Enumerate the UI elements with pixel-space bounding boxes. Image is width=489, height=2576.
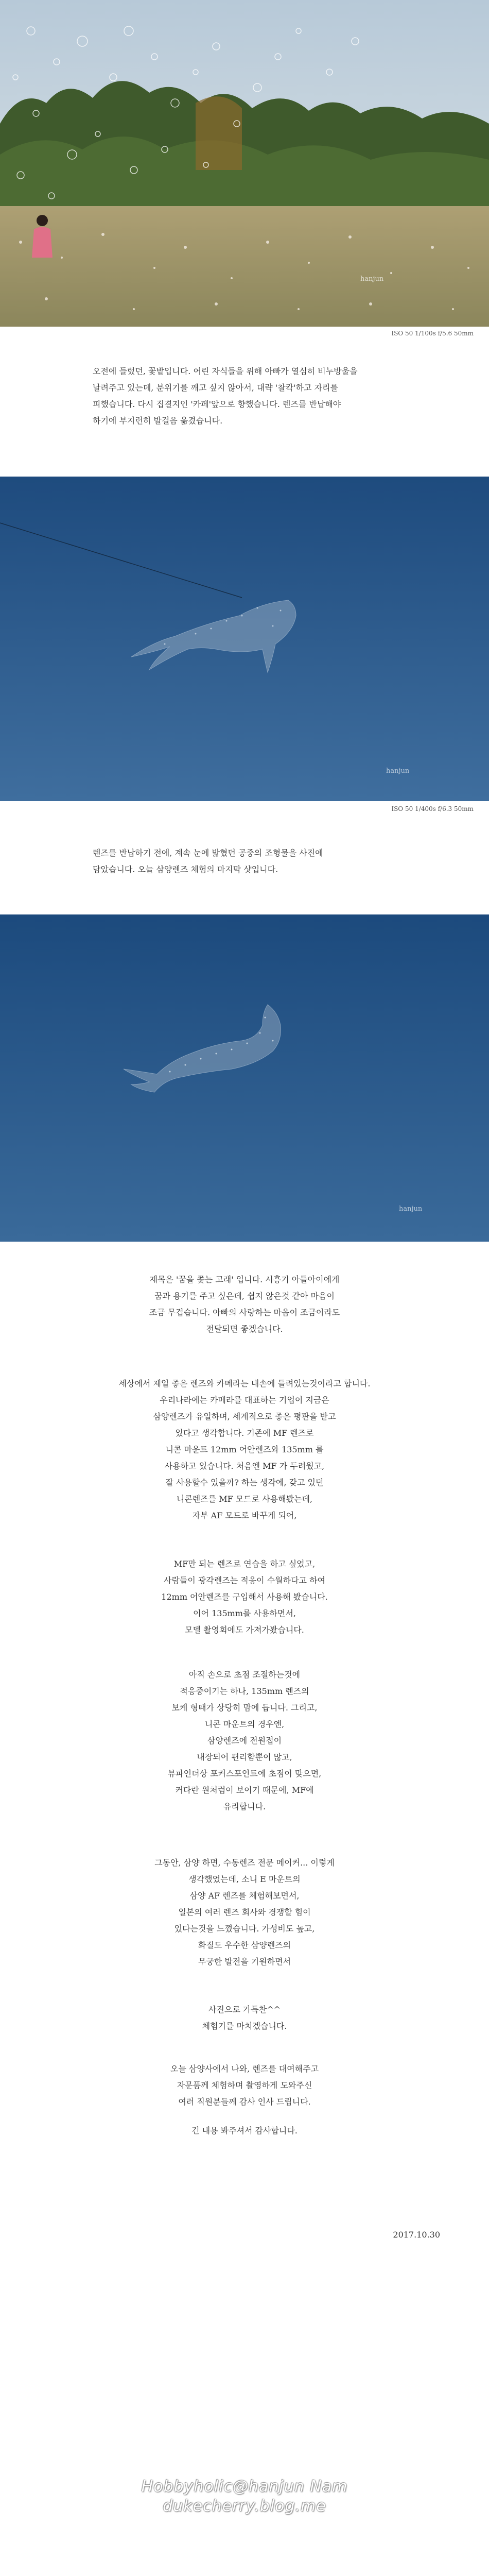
text-line: 자문품께 체험하며 촬영하게 도와주신 <box>177 2080 312 2090</box>
photo-caption: ISO 50 1/400s f/6.3 50mm <box>391 805 474 812</box>
signature-line: Hobbyholic@hanjun Nam <box>141 2478 348 2496</box>
text-line: 커다란 원처럼이 보이기 때문에, MF에 <box>175 1785 314 1795</box>
text-line: 우리나라에는 카메라를 대표하는 기업이 지금은 <box>160 1395 329 1405</box>
text-line: 긴 내용 봐주셔서 감사합니다. <box>191 2126 298 2136</box>
paragraph-final <box>0 2123 489 2139</box>
text-line: MF만 되는 렌즈로 연습을 하고 싶었고, <box>173 1559 316 1569</box>
text-line: 자부 AF 모드로 바꾸게 되어, <box>192 1511 297 1520</box>
text-line: 니콘 마운트 12mm 어안렌즈와 135mm 를 <box>165 1445 324 1454</box>
text-line: 12mm 어안렌즈를 구입해서 사용해 봤습니다. <box>161 1592 328 1602</box>
photo-caption: ISO 50 1/100s f/5.6 50mm <box>391 330 474 337</box>
text-line: 사용하고 있습니다. 처음엔 MF 가 두려웠고, <box>164 1461 325 1471</box>
text-line: 전달되면 좋겠습니다. <box>206 1324 283 1334</box>
text-line: 삼양렌즈가 유일하며, 세계적으로 좋은 평판을 받고 <box>153 1412 336 1421</box>
text-line: 있다고 생각합니다. 기존에 MF 렌즈로 <box>175 1428 314 1438</box>
text-line: 사진으로 가득찬^^ <box>208 2005 281 2014</box>
text-line: 오전에 들렀던, 꽃밭입니다. 어린 자식들을 위해 아빠가 열심히 비누방울을 <box>93 366 358 376</box>
text-line: 여러 직원분들께 감사 인사 드립니다. <box>178 2097 311 2107</box>
text-line: 이어 135mm를 사용하면서, <box>193 1608 296 1618</box>
signature-line: dukecherry.blog.me <box>163 2497 326 2515</box>
text-line: 아직 손으로 초점 조절하는것에 <box>188 1670 301 1680</box>
text-line: 적응중이기는 하나, 135mm 렌즈의 <box>180 1686 309 1696</box>
text-line: 니콘 마운트의 경우엔, <box>204 1719 285 1729</box>
svg-text:hanjun: hanjun <box>399 1205 423 1213</box>
paragraph-title <box>0 1272 489 1337</box>
text-line: 잘 사용할수 있을까? 하는 생각에, 갖고 있던 <box>165 1478 324 1487</box>
text-line: 무궁한 발전을 기원하면서 <box>198 1957 291 1967</box>
post-date: 2017.10.30 <box>393 2230 440 2240</box>
text-line: 오늘 삼양사에서 나와, 렌즈를 대여해주고 <box>170 2064 319 2074</box>
photo-flower-field <box>0 0 489 327</box>
text-line: 렌즈를 반납하기 전에, 계속 눈에 밟혔던 공중의 조형물을 사진에 <box>93 848 323 858</box>
photo-watermark: hanjun <box>386 767 410 775</box>
text-line: 니콘렌즈를 MF 모드로 사용해봤는데, <box>176 1494 313 1504</box>
photo-whale-closeup <box>0 914 489 1242</box>
text-line: 세상에서 제일 좋은 렌즈와 카메라는 내손에 들려있는것이라고 합니다. <box>118 1379 371 1388</box>
text-line: 담았습니다. 오늘 삼양렌즈 체험의 마지막 샷입니다. <box>93 865 278 874</box>
text-line: 꿈과 용기를 주고 싶은데, 쉽지 않은것 같아 마음이 <box>154 1291 335 1301</box>
text-line: 보케 형태가 상당히 맘에 듭니다. 그리고, <box>171 1703 318 1713</box>
text-line: 그동안, 삼양 하면, 수동렌즈 전문 메이커... 이렇게 <box>154 1858 335 1868</box>
paragraph-focus <box>0 1667 489 1815</box>
text-line: 체험기를 마치겠습니다. <box>202 2021 287 2031</box>
text-line: 일본의 여러 렌즈 회사와 경쟁할 힘이 <box>178 1907 311 1917</box>
signature <box>0 2477 489 2516</box>
photo-whale-sky <box>0 477 489 801</box>
paragraph-thanks <box>0 2061 489 2110</box>
text-line: 생각했었는데, 소니 E 마운트의 <box>188 1874 301 1884</box>
text-line: 조금 무겁습니다. 아빠의 사랑하는 마음이 조금이라도 <box>149 1308 340 1317</box>
paragraph-samyang <box>0 1855 489 1970</box>
text-line: 유리합니다. <box>223 1802 266 1811</box>
text-line: 뷰파인더상 포커스포인트에 초점이 맞으면, <box>167 1769 322 1778</box>
text-line: 화질도 우수한 삼양렌즈의 <box>198 1940 291 1950</box>
text-line: 삼양렌즈에 전원접이 <box>207 1736 282 1745</box>
text-line: 내장되어 편리함뿐이 많고, <box>197 1752 292 1762</box>
text-line: 모델 촬영회에도 가져가봤습니다. <box>185 1625 304 1635</box>
text-line: 제목은 '꿈을 쫓는 고래' 입니다. 시흥기 아들아이에게 <box>149 1275 340 1284</box>
text-line: 사람들이 광각렌즈는 적응이 수월하다고 하여 <box>163 1575 325 1585</box>
text-line: 있다는것을 느꼈습니다. 가성비도 높고, <box>174 1924 315 1934</box>
text-line: 날려주고 있는데, 분위기를 깨고 싶지 않아서, 대략 '찰칵'하고 자리를 <box>93 383 338 393</box>
paragraph-mf <box>0 1556 489 1638</box>
paragraph-intro <box>93 363 422 429</box>
svg-text:hanjun: hanjun <box>360 275 384 283</box>
text-line: 삼양 AF 렌즈를 체험해보면서, <box>189 1891 300 1901</box>
paragraph-whale <box>93 845 422 878</box>
paragraph-lens <box>0 1376 489 1524</box>
paragraph-closing <box>0 2002 489 2035</box>
text-line: 하기에 부지런히 발걸음 옮겼습니다. <box>93 416 223 426</box>
text-line: 피했습니다. 다시 집결지인 '카페'앞으로 향했습니다. 렌즈를 반납해야 <box>93 399 341 409</box>
